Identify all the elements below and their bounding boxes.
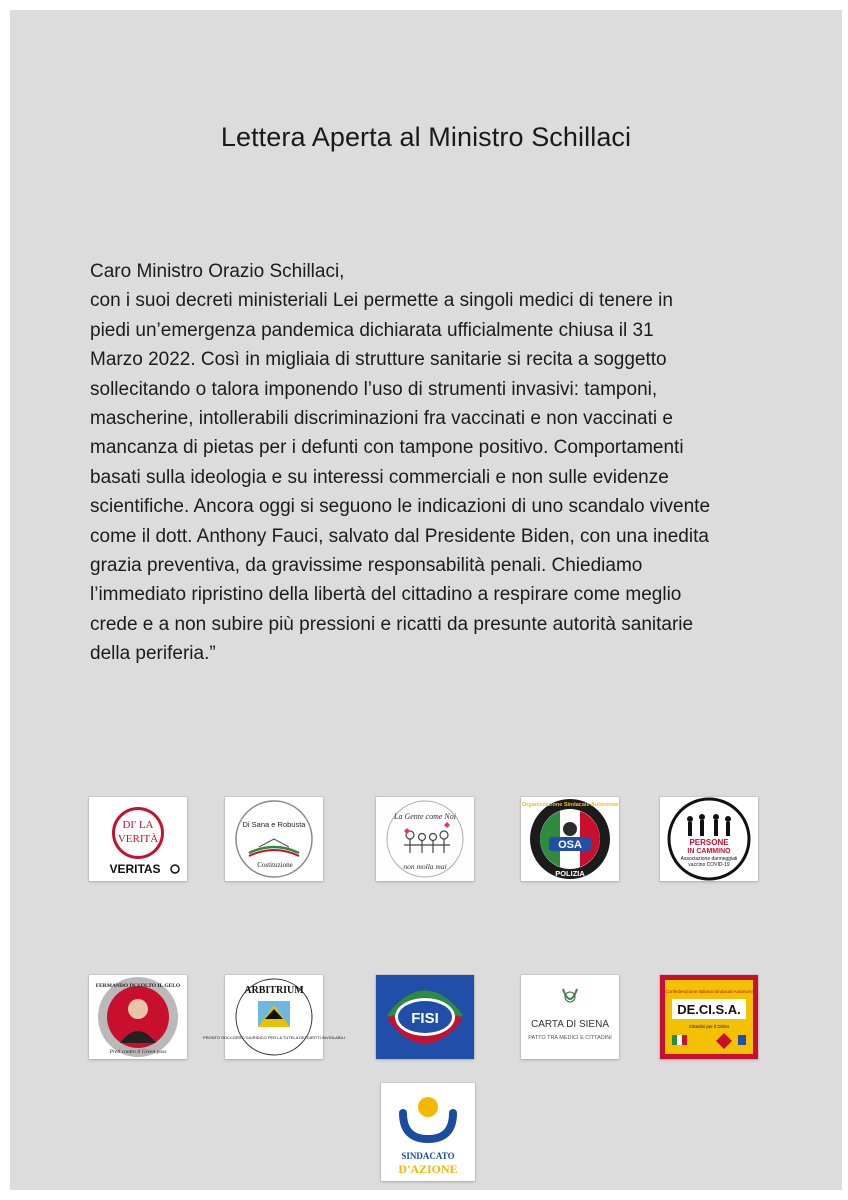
gente-bottom: non molla mai bbox=[403, 862, 447, 871]
letter-line: come il dott. Anthony Fauci, salvato dal Presidente Biden, con una inedita bbox=[90, 525, 709, 547]
letter-line: grazia preventiva, da gravissime responsabilità penali. Chiediamo bbox=[90, 555, 643, 577]
letter-line: crede e a non subire più pressioni e ricatti da presunte autorità sanitarie bbox=[90, 613, 694, 635]
veritas-top: DI' LA bbox=[122, 819, 154, 831]
logo-di-sana-e-robusta bbox=[225, 797, 323, 881]
persone-line4: vaccino COVID-19 bbox=[688, 862, 730, 868]
fermando-bottom: Preti contro il Green pass bbox=[109, 1049, 167, 1055]
fisi-name: FISI bbox=[411, 1010, 439, 1027]
decisa-bottom: Cittadini per il Diritto bbox=[688, 1024, 730, 1029]
decisa-name: DE.CI.S.A. bbox=[677, 1002, 741, 1017]
arbitrium-arc: PRONTO SOCCORSO GIURIDICO PER LA TUTELA DEI DIRITTI INVIOLABILI bbox=[203, 1035, 345, 1040]
logo-fisi bbox=[376, 975, 474, 1059]
sana-bottom: Costituzione bbox=[257, 861, 293, 869]
osa-arc: Organizzazione Sindacale Autonoma bbox=[521, 802, 619, 808]
fermando-top: FERMANDO IN VOLTO IL GELO bbox=[95, 983, 181, 989]
veritas-middle: VERITÀ bbox=[117, 833, 159, 845]
letter-line: sollecitando o talora imponendo l’uso di strumenti invasivi: tamponi, bbox=[90, 378, 658, 400]
logo-osa-polizia bbox=[521, 797, 619, 881]
logo-carta-di-siena bbox=[521, 975, 619, 1059]
persone-line3: Associazione danneggiati bbox=[680, 856, 738, 862]
letter-line: Caro Ministro Orazio Schillaci, bbox=[90, 261, 345, 282]
arbitrium-name: ARBITRIUM bbox=[244, 985, 304, 996]
logo-sindacato-d-azione bbox=[381, 1083, 475, 1181]
osa-badge: OSA bbox=[558, 839, 582, 851]
letter-line: piedi un’emergenza pandemica dichiarata ufficialmente chiusa il 31 bbox=[90, 319, 654, 341]
logo-fermando-in-volto-il-gelo bbox=[89, 975, 187, 1059]
carta-name: CARTA DI SIENA bbox=[531, 1019, 609, 1030]
gente-top: La Gente come Noi bbox=[394, 812, 456, 821]
letter-line: Marzo 2022. Così in migliaia di strutture sanitarie si recita a soggetto bbox=[90, 349, 667, 371]
logo-veritas bbox=[89, 797, 187, 881]
letter-line: con i suoi decreti ministeriali Lei permette a singoli medici di tenere in bbox=[90, 290, 673, 312]
logo-la-gente-come-noi bbox=[376, 797, 474, 881]
letter-line: della periferia.” bbox=[90, 643, 216, 665]
logo-decisa bbox=[660, 975, 758, 1059]
letter-line: mascherine, intollerabili discriminazioni fra vaccinati e non vaccinati e bbox=[90, 408, 673, 430]
decisa-top: Confederazione Italiana Sindacati Autonomi bbox=[665, 989, 753, 994]
letter-line: scientifiche. Ancora oggi si seguono le indicazioni di uno scandalo vivente bbox=[90, 496, 711, 518]
letter-line: mancanza di pietas per i defunti con tampone positivo. Comportamenti bbox=[90, 437, 684, 459]
azione-line1: SINDACATO bbox=[401, 1151, 455, 1161]
persone-line2: IN CAMMINO bbox=[687, 848, 731, 855]
veritas-bottom: VERITAS bbox=[109, 862, 161, 876]
azione-line2: D'AZIONE bbox=[398, 1162, 458, 1176]
carta-subtitle: PATTO TRA MEDICI E CITTADINI bbox=[528, 1035, 612, 1041]
letter-line: basati sulla ideologia e su interessi commerciali e non sulle evidenze bbox=[90, 466, 669, 488]
letter-body bbox=[90, 257, 780, 669]
document-page bbox=[10, 10, 842, 1190]
letter-line: l’immediato ripristino della libertà del cittadino a respirare come meglio bbox=[90, 584, 682, 606]
logo-arbitrium bbox=[203, 975, 345, 1059]
logo-persone-in-cammino bbox=[660, 797, 758, 881]
sana-top: Di Sana e Robusta bbox=[242, 820, 306, 829]
letter-title: Lettera Aperta al Ministro Schillaci bbox=[220, 122, 632, 152]
persone-line1: PERSONE bbox=[689, 838, 729, 847]
osa-bottom: POLIZIA bbox=[555, 869, 585, 878]
